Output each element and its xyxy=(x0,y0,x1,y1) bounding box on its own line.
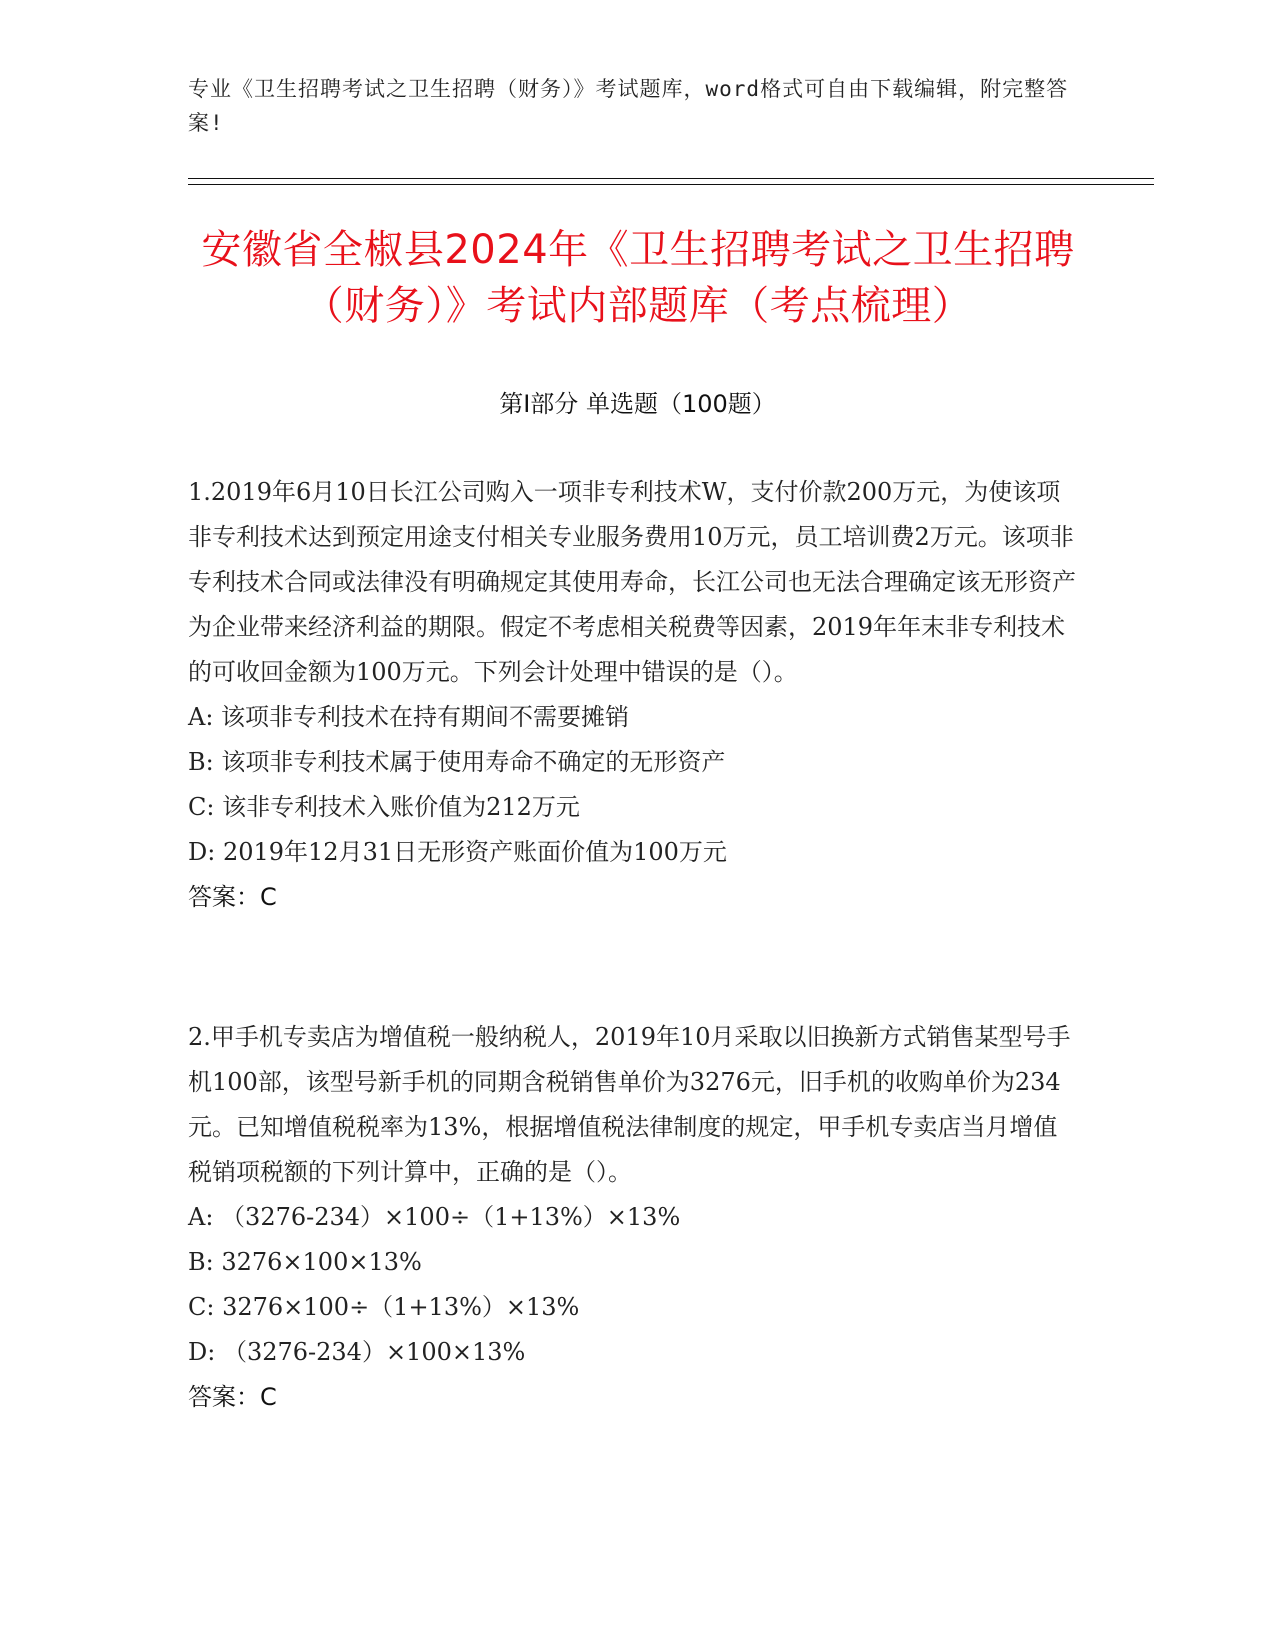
option-d: D: （3276-234）×100×13% xyxy=(188,1338,526,1366)
question-stem: 1.2019年6月10日长江公司购入一项非专利技术W，支付价款200万元，为使该项非专利技术达到预定用途支付相关专业服务费用10万元，员工培训费2万元。该项非专利技术合同或法律没有明确规定其使用寿命，长江公司也无法合理确定该无形资产为企业带来经济利益的期限。假定不考虑相关税费等因素，2019年年末非专利技术的可收回金额为100万元。下列会计处理中错误的是（）。 xyxy=(188,478,1076,686)
option-a: A: 该项非专利技术在持有期间不需要摊销 xyxy=(188,703,630,731)
header-note: 专业《卫生招聘考试之卫生招聘（财务）》考试题库，word格式可自由下载编辑，附完整答案! xyxy=(188,77,1069,135)
option-a: A: （3276-234）×100÷（1+13%）×13% xyxy=(188,1203,681,1231)
option-d: D: 2019年12月31日无形资产账面价值为100万元 xyxy=(188,838,727,866)
header-divider-top xyxy=(188,178,1154,179)
question-1 xyxy=(188,470,1078,920)
option-b: B: 3276×100×13% xyxy=(188,1248,422,1276)
option-c: C: 该非专利技术入账价值为212万元 xyxy=(188,793,580,821)
header-divider-bottom xyxy=(188,184,1154,185)
section-heading: 第I部分 单选题（100题） xyxy=(499,390,776,418)
answer: 答案：C xyxy=(188,883,277,911)
question-2 xyxy=(188,1015,1078,1420)
option-c: C: 3276×100÷（1+13%）×13% xyxy=(188,1293,580,1321)
option-b: B: 该项非专利技术属于使用寿命不确定的无形资产 xyxy=(188,748,726,776)
answer: 答案：C xyxy=(188,1383,277,1411)
question-stem: 2.甲手机专卖店为增值税一般纳税人，2019年10月采取以旧换新方式销售某型号手机100部，该型号新手机的同期含税销售单价为3276元，旧手机的收购单价为234元。已知增值税税率为13%，根据增值税法律制度的规定，甲手机专卖店当月增值税销项税额的下列计算中，正确的是（）。 xyxy=(188,1023,1071,1186)
document-title: 安徽省全椒县2024年《卫生招聘考试之卫生招聘（财务）》考试内部题库（考点梳理） xyxy=(201,227,1075,329)
